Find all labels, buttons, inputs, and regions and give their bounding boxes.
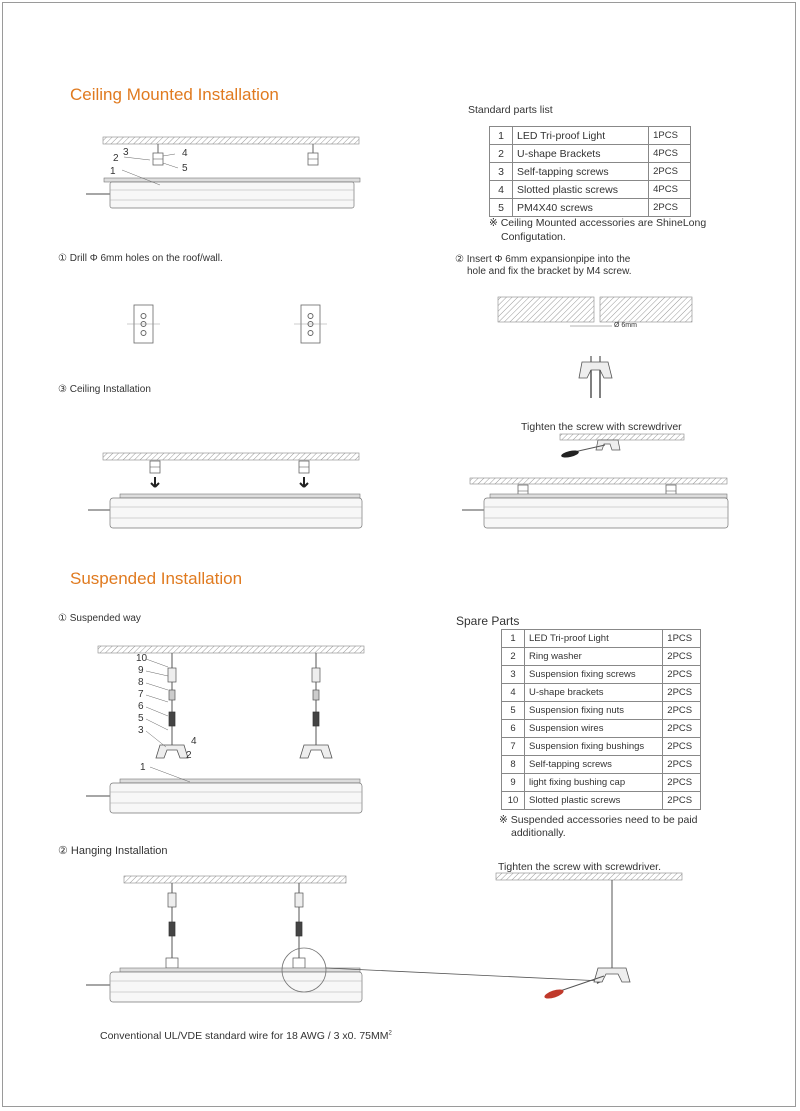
- callout-2: 2: [186, 750, 192, 761]
- part-number: 5: [490, 199, 513, 217]
- part-number: 7: [502, 738, 525, 756]
- part-name: Slotted plastic screws: [513, 181, 649, 199]
- callout-1: 1: [140, 762, 146, 773]
- part-number: 1: [502, 630, 525, 648]
- hanging-detail-diagram: [496, 873, 682, 1000]
- table-row: [502, 684, 701, 702]
- callout-5: 5: [138, 713, 144, 724]
- table-row: [502, 738, 701, 756]
- hanging-installation-diagram: [86, 876, 603, 1002]
- part-qty: 2PCS: [663, 684, 701, 702]
- part-name: PM4X40 screws: [513, 199, 649, 217]
- part-number: 1: [490, 127, 513, 145]
- part-number: 4: [490, 181, 513, 199]
- part-number: 6: [502, 720, 525, 738]
- part-qty: 2PCS: [663, 720, 701, 738]
- drill-plates-diagram: [127, 305, 327, 343]
- table-row: [502, 756, 701, 774]
- ceiling-tighten-caption: Tighten the screw with screwdriver: [521, 421, 682, 433]
- callout-3: 3: [123, 147, 129, 158]
- part-name: LED Tri-proof Light: [513, 127, 649, 145]
- table-row: [490, 145, 691, 163]
- part-name: Self-tapping screws: [513, 163, 649, 181]
- suspended-accessories-note: ※ Suspended accessories need to be paid: [499, 814, 698, 826]
- ceiling-step-3: ③ Ceiling Installation: [58, 384, 151, 395]
- part-name: Suspension wires: [525, 720, 663, 738]
- part-qty: 4PCS: [649, 181, 691, 199]
- callout-1: 1: [110, 166, 116, 177]
- table-row: [502, 630, 701, 648]
- part-number: 2: [502, 648, 525, 666]
- wire-standard-superscript: 2: [388, 1030, 392, 1037]
- callout-6: 6: [138, 701, 144, 712]
- table-row: [490, 199, 691, 217]
- table-row: [502, 774, 701, 792]
- part-number: 8: [502, 756, 525, 774]
- part-qty: 2PCS: [663, 738, 701, 756]
- spare-parts-table: [501, 629, 701, 810]
- part-number: 3: [490, 163, 513, 181]
- ceiling-accessories-note: ※ Ceiling Mounted accessories are ShineLong: [489, 217, 707, 229]
- part-qty: 2PCS: [649, 199, 691, 217]
- table-row: [490, 163, 691, 181]
- part-name: U-shape brackets: [525, 684, 663, 702]
- part-number: 10: [502, 792, 525, 810]
- callout-10: 10: [136, 653, 148, 664]
- part-qty: 2PCS: [663, 792, 701, 810]
- ceiling-step-1: ① Drill Φ 6mm holes on the roof/wall.: [58, 253, 223, 264]
- callout-2: 2: [113, 153, 119, 164]
- ceiling-step-2: ② Insert Φ 6mm expansionpipe into the: [455, 254, 631, 265]
- part-name: Suspension fixing screws: [525, 666, 663, 684]
- part-qty: 2PCS: [663, 702, 701, 720]
- callout-9: 9: [138, 665, 144, 676]
- standard-parts-title: Standard parts list: [468, 104, 553, 116]
- ceiling-installation-diagram: [88, 453, 362, 528]
- part-name: Ring washer: [525, 648, 663, 666]
- callout-3: 3: [138, 725, 144, 736]
- part-number: 5: [502, 702, 525, 720]
- table-row: [490, 127, 691, 145]
- suspended-section-title: Suspended Installation: [70, 569, 243, 588]
- part-qty: 2PCS: [649, 163, 691, 181]
- part-number: 9: [502, 774, 525, 792]
- part-qty: 2PCS: [663, 648, 701, 666]
- table-row: [490, 181, 691, 199]
- callout-5: 5: [182, 163, 188, 174]
- ceiling-section-title: Ceiling Mounted Installation: [70, 85, 279, 104]
- part-name: LED Tri-proof Light: [525, 630, 663, 648]
- part-number: 2: [490, 145, 513, 163]
- callout-4: 4: [191, 736, 197, 747]
- part-name: U-shape Brackets: [513, 145, 649, 163]
- part-name: Suspension fixing bushings: [525, 738, 663, 756]
- part-qty: 2PCS: [663, 756, 701, 774]
- wire-standard-text: Conventional UL/VDE standard wire for 18 AWG / 3 x0. 75MM: [100, 1030, 389, 1042]
- table-row: [502, 720, 701, 738]
- part-name: Slotted plastic screws: [525, 792, 663, 810]
- standard-parts-table: [489, 126, 691, 217]
- part-qty: 1PCS: [663, 630, 701, 648]
- spare-parts-title: Spare Parts: [456, 614, 520, 628]
- callout-4: 4: [182, 148, 188, 159]
- wire-standard-note: [100, 1030, 392, 1042]
- suspended-step-1: ① Suspended way: [58, 613, 141, 624]
- suspended-tighten-caption: Tighten the screw with screwdriver.: [498, 861, 662, 873]
- part-name: Suspension fixing nuts: [525, 702, 663, 720]
- part-qty: 2PCS: [663, 666, 701, 684]
- screwdriver-tighten-diagram: [462, 434, 728, 528]
- suspended-accessories-note-cont: additionally.: [511, 827, 566, 839]
- ceiling-accessories-note-cont: Configutation.: [501, 231, 566, 243]
- table-row: [502, 648, 701, 666]
- part-qty: 4PCS: [649, 145, 691, 163]
- table-row: [502, 666, 701, 684]
- callout-8: 8: [138, 677, 144, 688]
- part-number: 3: [502, 666, 525, 684]
- ceiling-step-2-cont: hole and fix the bracket by M4 screw.: [467, 266, 632, 277]
- part-qty: 2PCS: [663, 774, 701, 792]
- part-qty: 1PCS: [649, 127, 691, 145]
- suspended-way-diagram: [86, 646, 364, 813]
- part-number: 4: [502, 684, 525, 702]
- callout-7: 7: [138, 689, 144, 700]
- table-row: [502, 702, 701, 720]
- hole-diameter-label: Ø 6mm: [614, 322, 637, 329]
- suspended-step-2: ② Hanging Installation: [58, 845, 168, 857]
- part-name: Self-tapping screws: [525, 756, 663, 774]
- expansion-pipe-diagram: [498, 297, 692, 398]
- table-row: [502, 792, 701, 810]
- part-name: light fixing bushing cap: [525, 774, 663, 792]
